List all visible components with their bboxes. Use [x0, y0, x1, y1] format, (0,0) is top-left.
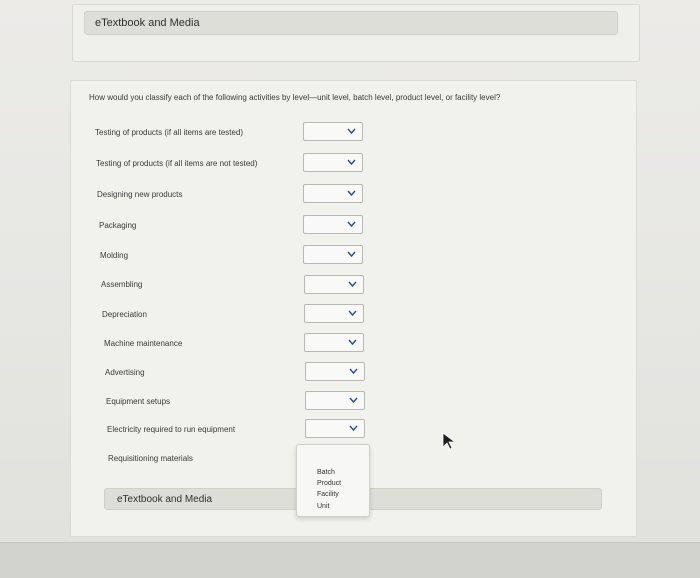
etextbook-media-label: eTextbook and Media	[95, 17, 200, 29]
activity-label: Assembling	[101, 280, 143, 289]
activity-label: Electricity required to run equipment	[107, 425, 236, 434]
level-select[interactable]	[303, 153, 363, 172]
bottom-strip	[0, 542, 700, 578]
level-select[interactable]	[304, 304, 364, 323]
level-select[interactable]	[303, 245, 363, 264]
chevron-down-icon	[348, 337, 357, 348]
level-select[interactable]	[303, 122, 363, 141]
activity-label: Testing of products (if all items are tested)	[95, 128, 244, 137]
chevron-down-icon	[347, 126, 356, 137]
chevron-down-icon	[349, 395, 358, 406]
mouse-cursor-icon	[441, 432, 457, 450]
chevron-down-icon	[349, 366, 358, 377]
activity-label: Advertising	[105, 368, 145, 377]
chevron-down-icon	[347, 249, 356, 260]
chevron-down-icon	[349, 423, 358, 434]
activity-label: Molding	[100, 251, 129, 260]
level-select[interactable]	[303, 215, 363, 234]
activity-label: Testing of products (if all items are not tested)	[96, 159, 258, 168]
etextbook-media-label: eTextbook and Media	[117, 493, 213, 505]
dropdown-option-batch[interactable]: Batch	[317, 469, 335, 476]
level-dropdown-menu[interactable]	[296, 444, 370, 517]
chevron-down-icon	[347, 188, 356, 199]
chevron-down-icon	[347, 219, 356, 230]
level-select[interactable]	[304, 275, 364, 294]
activity-label: Depreciation	[102, 310, 147, 319]
activity-label: Designing new products	[97, 190, 183, 199]
question-text: How would you classify each of the following activities by level—unit level, batch level, product level, or facility level?	[89, 93, 501, 102]
activity-label: Packaging	[99, 221, 137, 230]
activity-label: Machine maintenance	[104, 339, 183, 348]
dropdown-option-product[interactable]: Product	[317, 480, 342, 487]
chevron-down-icon	[347, 157, 356, 168]
level-select[interactable]	[303, 184, 363, 203]
level-select[interactable]	[305, 419, 365, 438]
chevron-down-icon	[348, 279, 357, 290]
dropdown-option-unit[interactable]: Unit	[317, 503, 330, 510]
chevron-down-icon	[348, 308, 357, 319]
activity-label: Requisitioning materials	[108, 454, 193, 463]
etextbook-media-link-top[interactable]	[84, 11, 618, 35]
dropdown-option-facility[interactable]: Facility	[317, 491, 339, 498]
level-select[interactable]	[305, 362, 365, 381]
level-select[interactable]	[305, 391, 365, 410]
activity-label: Equipment setups	[106, 397, 171, 406]
level-select[interactable]	[304, 333, 364, 352]
